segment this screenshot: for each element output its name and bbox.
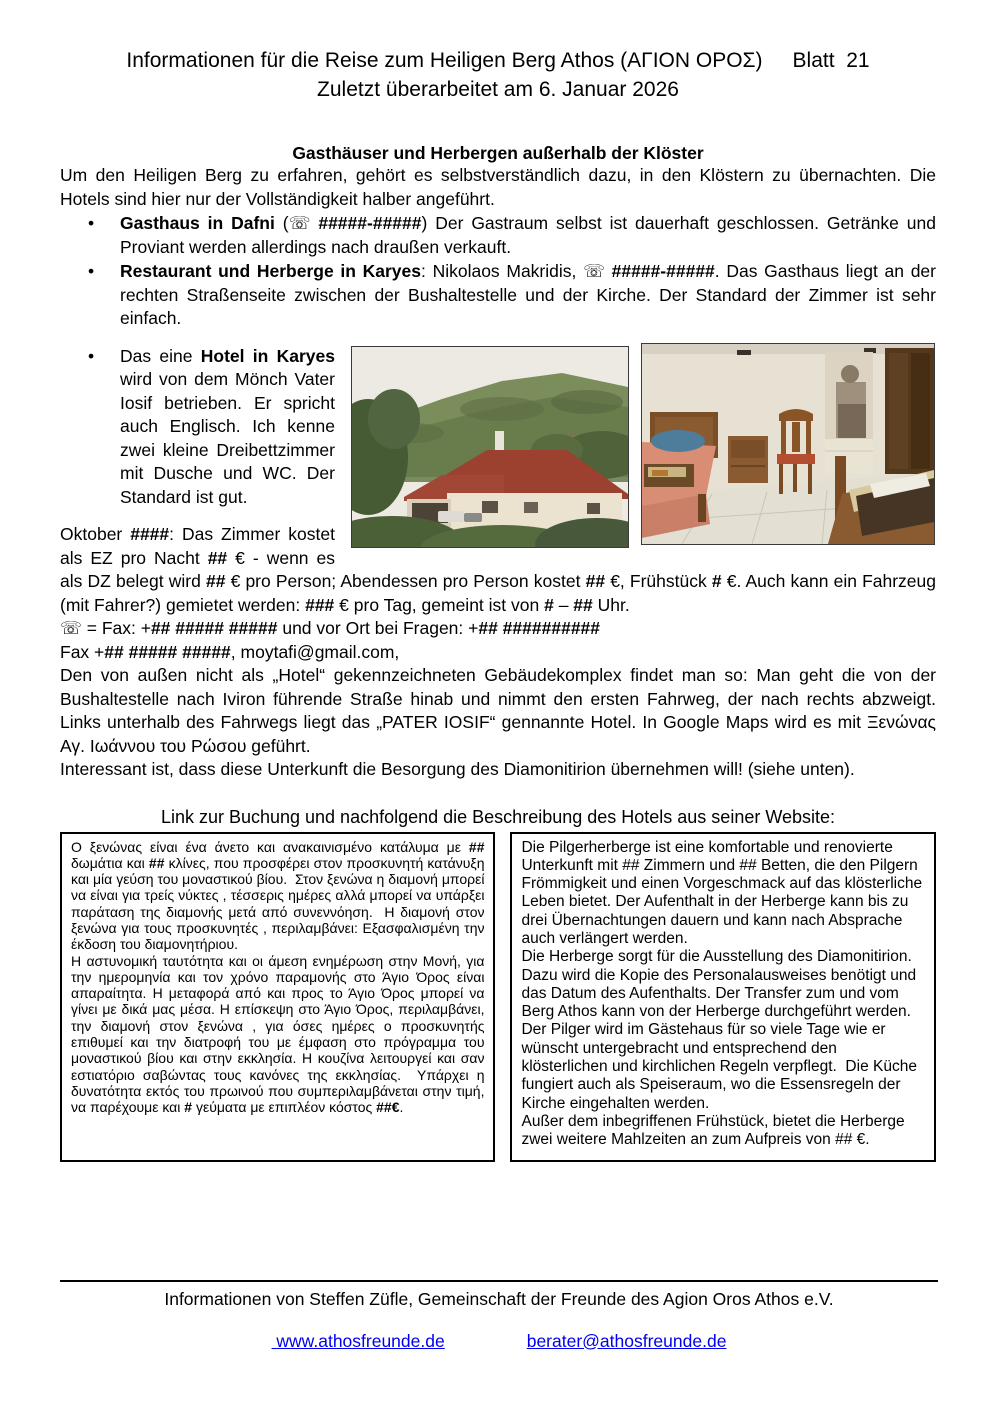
bullet-text — [120, 260, 941, 331]
text-segment: #####-##### — [318, 213, 422, 233]
text-segment: Restaurant und Herberge in Karyes — [120, 261, 422, 281]
hotel-room-illustration — [641, 343, 935, 545]
bullet-item-hotel-karyes — [60, 345, 340, 510]
paragraph — [71, 952, 493, 1116]
text-segment: ##€ — [376, 1099, 400, 1116]
text-segment: € - wenn es als DZ belegt wird — [60, 547, 340, 591]
text-segment: . Das Gasthaus liegt an der rechten Straßenseite zwischen der Bushaltestelle und der Kirche. Der Standard der Zimmer ist sehr einfach. — [120, 261, 941, 328]
text-segment: ☏ = Fax: + — [60, 618, 151, 638]
footer-links — [60, 1330, 938, 1354]
photo-row — [351, 343, 936, 548]
text-segment: ### — [305, 594, 335, 615]
bullet-icon: • — [88, 345, 95, 366]
title-line — [60, 46, 936, 75]
footer-attribution: Informationen von Steffen Züfle, Gemeinschaft der Freunde des Agion Oros Athos e.V. — [164, 1289, 834, 1309]
text-segment: ## — [207, 547, 228, 568]
text-segment: . — [399, 1099, 404, 1116]
text-segment: (☏ — [274, 213, 319, 233]
sheet-number: Blatt 21 — [792, 49, 870, 72]
text-segment: wird von dem Mönch Vater Iosif betrieben. Er spricht auch Englisch. Ich kenne zwei kleine Dreibettzimmer mit Dusche und WC. Der Standard ist gut. — [120, 345, 340, 507]
paragraph: Die Herberge sorgt für die Ausstellung des Diamonitirion. Dazu wird die Kopie des Personalausweises benötigt und das Datum des Aufenthalts. Der Transfer zum und vom Berg Athos kann von der Herberge durchgeführt werden. Der Pilger wird im Gästehaus für so viele Tage wie er wünscht untergebracht und entsprechend den klösterlichen und kirchlichen Regeln verpflegt. Die Küche fungiert auch als Speiseraum, wo die Essensregeln der Kirche eingehalten werden. — [521, 948, 922, 1112]
text-segment: : Das Zimmer kostet als EZ pro Nacht — [60, 524, 340, 568]
text-segment: ## — [205, 571, 226, 591]
text-segment: Fax + — [60, 641, 105, 662]
text-segment: Das eine — [120, 345, 201, 366]
page-subtitle: Zuletzt überarbeitet am 6. Januar 2026 — [317, 78, 679, 101]
text-segment: Hotel in Karyes — [200, 345, 335, 366]
text-segment: Ο ξενώνας είναι ένα άνετο και ανακαινισμένο κατάλυμα με — [71, 838, 469, 855]
document-footer — [60, 1280, 938, 1353]
phone-fax-line — [60, 617, 936, 641]
text-segment: # — [184, 1099, 193, 1116]
greek-description-cell — [60, 832, 495, 1162]
text-segment: ## ##### ##### — [104, 641, 231, 662]
text-segment: ## ##### ##### — [150, 618, 278, 638]
text-segment: #####-##### — [611, 261, 715, 281]
text-segment: und vor Ort bei Fragen: + — [277, 618, 479, 638]
text-segment: – — [553, 594, 574, 615]
bullet-text — [120, 345, 340, 510]
text-segment: Uhr. — [592, 594, 630, 615]
hotel-room-photo — [641, 343, 935, 548]
text-segment: €. Auch kann ein Fahrzeug (mit Fahrer?) gemietet werden: — [60, 571, 941, 615]
booking-heading: Link zur Buchung und nachfolgend die Beschreibung des Hotels aus seiner Website: — [160, 806, 836, 827]
text-segment: ## — [585, 571, 606, 591]
text-segment: ## ########## — [478, 618, 601, 638]
german-description-cell — [510, 832, 936, 1162]
text-segment: κλίνες, που προσφέρει στον προσκυνητή κατάνυξη και μία γεύση του μοναστικού βίου. Στον ξενώνα η διαμονή μπορεί να είναι για τρείς νύκτες , τέσσερις ημέρες αλλά μπορεί να υπάρξει παράταση της διαμονής μετά από συνεννόηση. Η διαμονή στον ξενώνα για τους προσκυνητές , περιλαμβάνει: Εξασφαλισμένη την έκδοση του διαμονητήριου. — [71, 854, 489, 953]
intro-paragraph: Um den Heiligen Berg zu erfahren, gehört es selbstverständlich dazu, in den Klöstern zu übernachten. Die Hotels sind hier nur der Vollständigkeit halber angeführt. — [60, 165, 941, 209]
text-segment: # — [544, 594, 554, 615]
paragraph — [71, 838, 489, 953]
page-title: Informationen für die Reise zum Heiligen Berg Athos (ΑΓΙΟΝ ΟΡΟΣ) — [126, 49, 763, 72]
section-heading: Gasthäuser und Herbergen außerhalb der Klöster — [292, 143, 704, 163]
bullet-text — [120, 212, 941, 259]
text-segment: : Nikolaos Makridis, ☏ — [421, 261, 612, 281]
text-segment: ## — [148, 854, 165, 871]
document-header — [60, 46, 936, 104]
hotel-karyes-section — [60, 345, 941, 782]
footer-divider — [60, 1280, 938, 1282]
fax-email-line — [60, 641, 936, 665]
bullet-icon: • — [88, 261, 95, 281]
text-segment: δωμάτια και — [71, 838, 489, 871]
note-paragraph: Interessant ist, dass diese Unterkunft die Besorgung des Diamonitirion übernehmen will! (siehe unten). — [60, 759, 855, 779]
text-segment: γεύματα με επιπλέον κόστος — [192, 1099, 377, 1116]
text-segment: ## — [468, 838, 485, 855]
text-segment: # — [711, 571, 722, 591]
text-segment: €, Frühstück — [605, 571, 712, 591]
bullet-icon: • — [88, 213, 95, 233]
text-segment: € pro Tag, gemeint ist von — [334, 594, 545, 615]
description-table — [60, 832, 936, 1162]
footer-link-website[interactable]: www.athosfreunde.de — [271, 1330, 445, 1351]
paragraph: Die Pilgerherberge ist eine komfortable und renovierte Unterkunft mit ## Zimmern und ## Betten, die den Pilgern Frömmigkeit und einen Vorgeschmack auf das klösterliche Leben bietet. Der Aufenthalt in der Herberge kann bis zu drei Übernachtungen dauern und kann nach Absprache auch verlängert werden. — [521, 838, 927, 947]
text-segment: € pro Person; Abendessen pro Person kostet — [225, 571, 586, 591]
bullet-item-gasthaus-dafni — [60, 212, 941, 259]
text-segment: Oktober — [60, 524, 131, 544]
hotel-exterior-illustration — [351, 346, 629, 548]
footer-link-email[interactable]: berater@athosfreunde.de — [526, 1330, 727, 1351]
text-segment: #### — [130, 524, 170, 544]
directions-paragraph: Den von außen nicht als „Hotel“ gekennzeichneten Gebäudekomplex findet man so: Man geht die von der Bushaltestelle nach Iviron führende Straße hinab und nimmt den ersten Fahrweg, der nach rechts abzweigt. Links unterhalb des Fahrwegs liegt das „PATER IOSIF“ gennannte Hotel. In Google Maps wird es mit Ξενώνας Αγ. Ιωάννου του Ρώσου geführt. — [60, 665, 941, 756]
text-segment: Gasthaus in Dafni — [120, 213, 275, 233]
text-segment: Η αστυνομική ταυτότητα και οι άμεση ενημέρωση στην Μονή, για την ημερομηνία και τον χρόνο παραμονής στο Άγιο Όρος είναι απαραίτητα. Η μεταφορά από και προς το Άγιο Όρος μπορεί να γίνει με δικά μας μέσα. Η επίσκεψη στο Άγιο Όρος, περιλαμβάνει, την διαμονή στον ξενώνα , για όσες ημέρες ο προσκυνητής επιθυμεί και την διατροφή του με έμφαση στο πρόγραμμα του μοναστικού βίου και στην εκκλησία. Η κουζίνα λειτουργεί και σαν εστιατόριο σαβώντας τους κανόνες της εκκλησίας. Υπάρχει η δυνατότητα εκτός του πρωινού που συμπεριλαμβάνεται στην τιμή, να παρέχουμε και — [71, 952, 493, 1116]
bullet-item-restaurant-karyes — [60, 260, 941, 331]
paragraph: Außer dem inbegriffenen Frühstück, bietet die Herberge zwei weitere Mahlzeiten an zum Aufpreis von ## €. — [521, 1112, 909, 1149]
text-segment: ## — [573, 594, 593, 615]
text-segment: , moytafi@gmail.com, — [230, 641, 400, 662]
hotel-exterior-photo — [351, 346, 629, 548]
text-segment: ) Der Gastraum selbst ist dauerhaft geschlossen. Getränke und Proviant werden allerdings nach draußen verkauft. — [120, 213, 941, 257]
